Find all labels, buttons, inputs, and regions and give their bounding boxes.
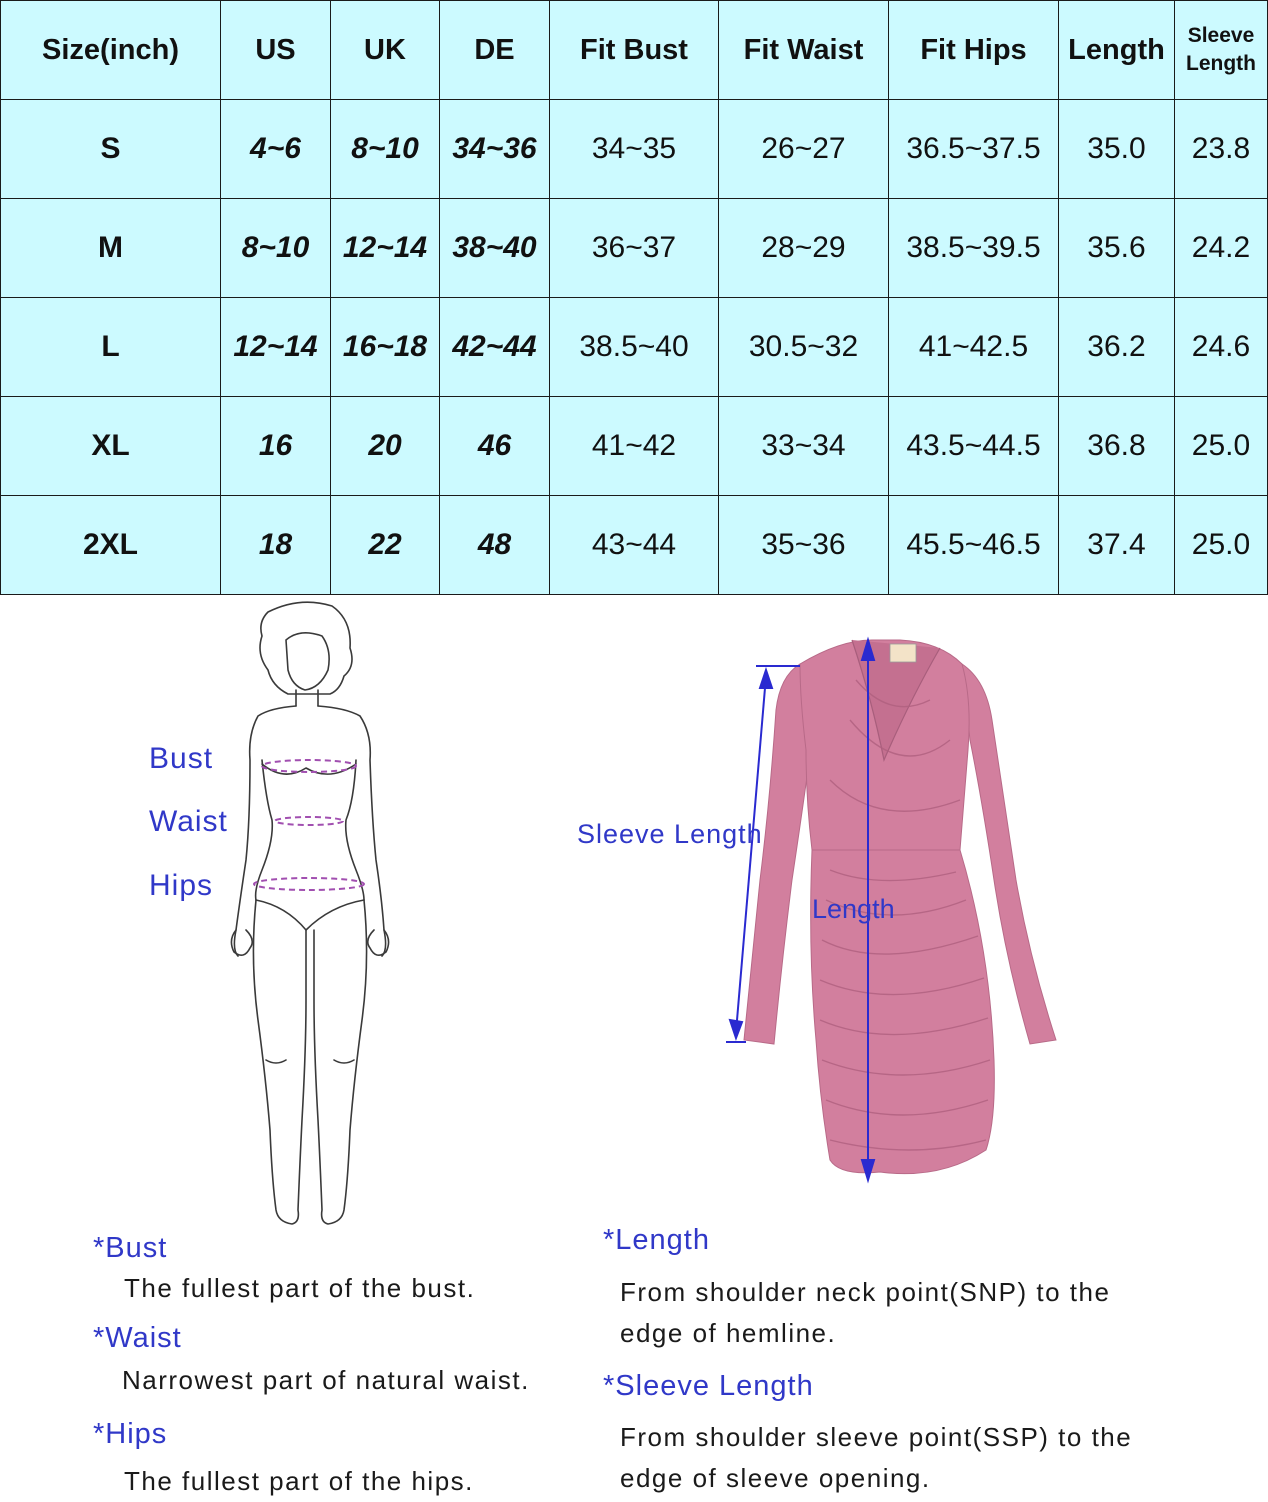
cell-us: 18 [221, 496, 331, 595]
definition-text-sleeve-length [620, 1417, 1132, 1499]
cell-waist: 28~29 [719, 199, 889, 298]
cell-us: 12~14 [221, 298, 331, 397]
cell-uk: 22 [331, 496, 440, 595]
cell-uk: 8~10 [331, 100, 440, 199]
table-header-row [1, 1, 1268, 100]
table-row [1, 199, 1268, 298]
header-sleeve-line1: Sleeve [1187, 24, 1255, 47]
cell-de: 38~40 [440, 199, 550, 298]
definition-text-bust: The fullest part of the bust. [124, 1273, 476, 1303]
header-fit-bust: Fit Bust [550, 1, 719, 100]
cell-sleeve: 25.0 [1175, 496, 1268, 595]
waist-measure-line [275, 817, 343, 825]
body-outline-illustration [225, 600, 395, 1230]
cell-bust: 41~42 [550, 397, 719, 496]
dress-label-length: Length [812, 894, 895, 924]
cell-sleeve: 25.0 [1175, 397, 1268, 496]
header-size: Size(inch) [1, 1, 221, 100]
cell-uk: 12~14 [331, 199, 440, 298]
cell-us: 8~10 [221, 199, 331, 298]
cell-size: 2XL [1, 496, 221, 595]
cell-us: 4~6 [221, 100, 331, 199]
cell-de: 42~44 [440, 298, 550, 397]
table-row [1, 397, 1268, 496]
hips-measure-line [254, 878, 364, 890]
dress-label-sleeve-length: Sleeve Length [577, 819, 763, 849]
cell-size: XL [1, 397, 221, 496]
definition-title-hips: *Hips [93, 1418, 168, 1450]
definition-title-length: *Length [603, 1224, 710, 1256]
definition-text-length-line2: edge of hemline. [620, 1318, 837, 1348]
cell-hips: 36.5~37.5 [889, 100, 1059, 199]
body-label-bust: Bust [149, 742, 214, 775]
cell-length: 36.8 [1059, 397, 1175, 496]
size-chart-table [0, 0, 1268, 595]
cell-hips: 43.5~44.5 [889, 397, 1059, 496]
header-sleeve-length [1175, 1, 1268, 100]
cell-waist: 26~27 [719, 100, 889, 199]
cell-hips: 38.5~39.5 [889, 199, 1059, 298]
definition-text-length [620, 1272, 1110, 1354]
header-fit-waist: Fit Waist [719, 1, 889, 100]
cell-waist: 35~36 [719, 496, 889, 595]
cell-bust: 36~37 [550, 199, 719, 298]
header-us: US [221, 1, 331, 100]
definition-title-bust: *Bust [93, 1232, 168, 1264]
cell-de: 46 [440, 397, 550, 496]
definition-title-sleeve-length: *Sleeve Length [603, 1370, 814, 1402]
header-fit-hips: Fit Hips [889, 1, 1059, 100]
table-row [1, 298, 1268, 397]
header-uk: UK [331, 1, 440, 100]
cell-de: 48 [440, 496, 550, 595]
cell-length: 37.4 [1059, 496, 1175, 595]
dress-illustration [720, 630, 1070, 1190]
cell-sleeve: 24.2 [1175, 199, 1268, 298]
definition-text-hips: The fullest part of the hips. [124, 1466, 474, 1496]
cell-sleeve: 24.6 [1175, 298, 1268, 397]
cell-size: L [1, 298, 221, 397]
table-row [1, 496, 1268, 595]
cell-hips: 45.5~46.5 [889, 496, 1059, 595]
cell-length: 35.0 [1059, 100, 1175, 199]
definition-text-length-line1: From shoulder neck point(SNP) to the [620, 1277, 1111, 1307]
cell-bust: 43~44 [550, 496, 719, 595]
cell-size: S [1, 100, 221, 199]
body-label-hips: Hips [149, 869, 214, 902]
cell-us: 16 [221, 397, 331, 496]
definition-text-waist: Narrowest part of natural waist. [122, 1365, 530, 1395]
cell-sleeve: 23.8 [1175, 100, 1268, 199]
cell-size: M [1, 199, 221, 298]
definition-title-waist: *Waist [93, 1322, 182, 1354]
cell-uk: 20 [331, 397, 440, 496]
cell-de: 34~36 [440, 100, 550, 199]
cell-bust: 34~35 [550, 100, 719, 199]
body-label-waist: Waist [149, 805, 228, 838]
header-de: DE [440, 1, 550, 100]
header-length: Length [1059, 1, 1175, 100]
cell-waist: 30.5~32 [719, 298, 889, 397]
definition-text-sleeve-line2: edge of sleeve opening. [620, 1463, 931, 1493]
cell-hips: 41~42.5 [889, 298, 1059, 397]
definition-text-sleeve-line1: From shoulder sleeve point(SSP) to the [620, 1422, 1133, 1452]
cell-length: 35.6 [1059, 199, 1175, 298]
header-sleeve-line2: Length [1186, 52, 1256, 75]
cell-bust: 38.5~40 [550, 298, 719, 397]
table-row [1, 100, 1268, 199]
cell-length: 36.2 [1059, 298, 1175, 397]
cell-uk: 16~18 [331, 298, 440, 397]
cell-waist: 33~34 [719, 397, 889, 496]
